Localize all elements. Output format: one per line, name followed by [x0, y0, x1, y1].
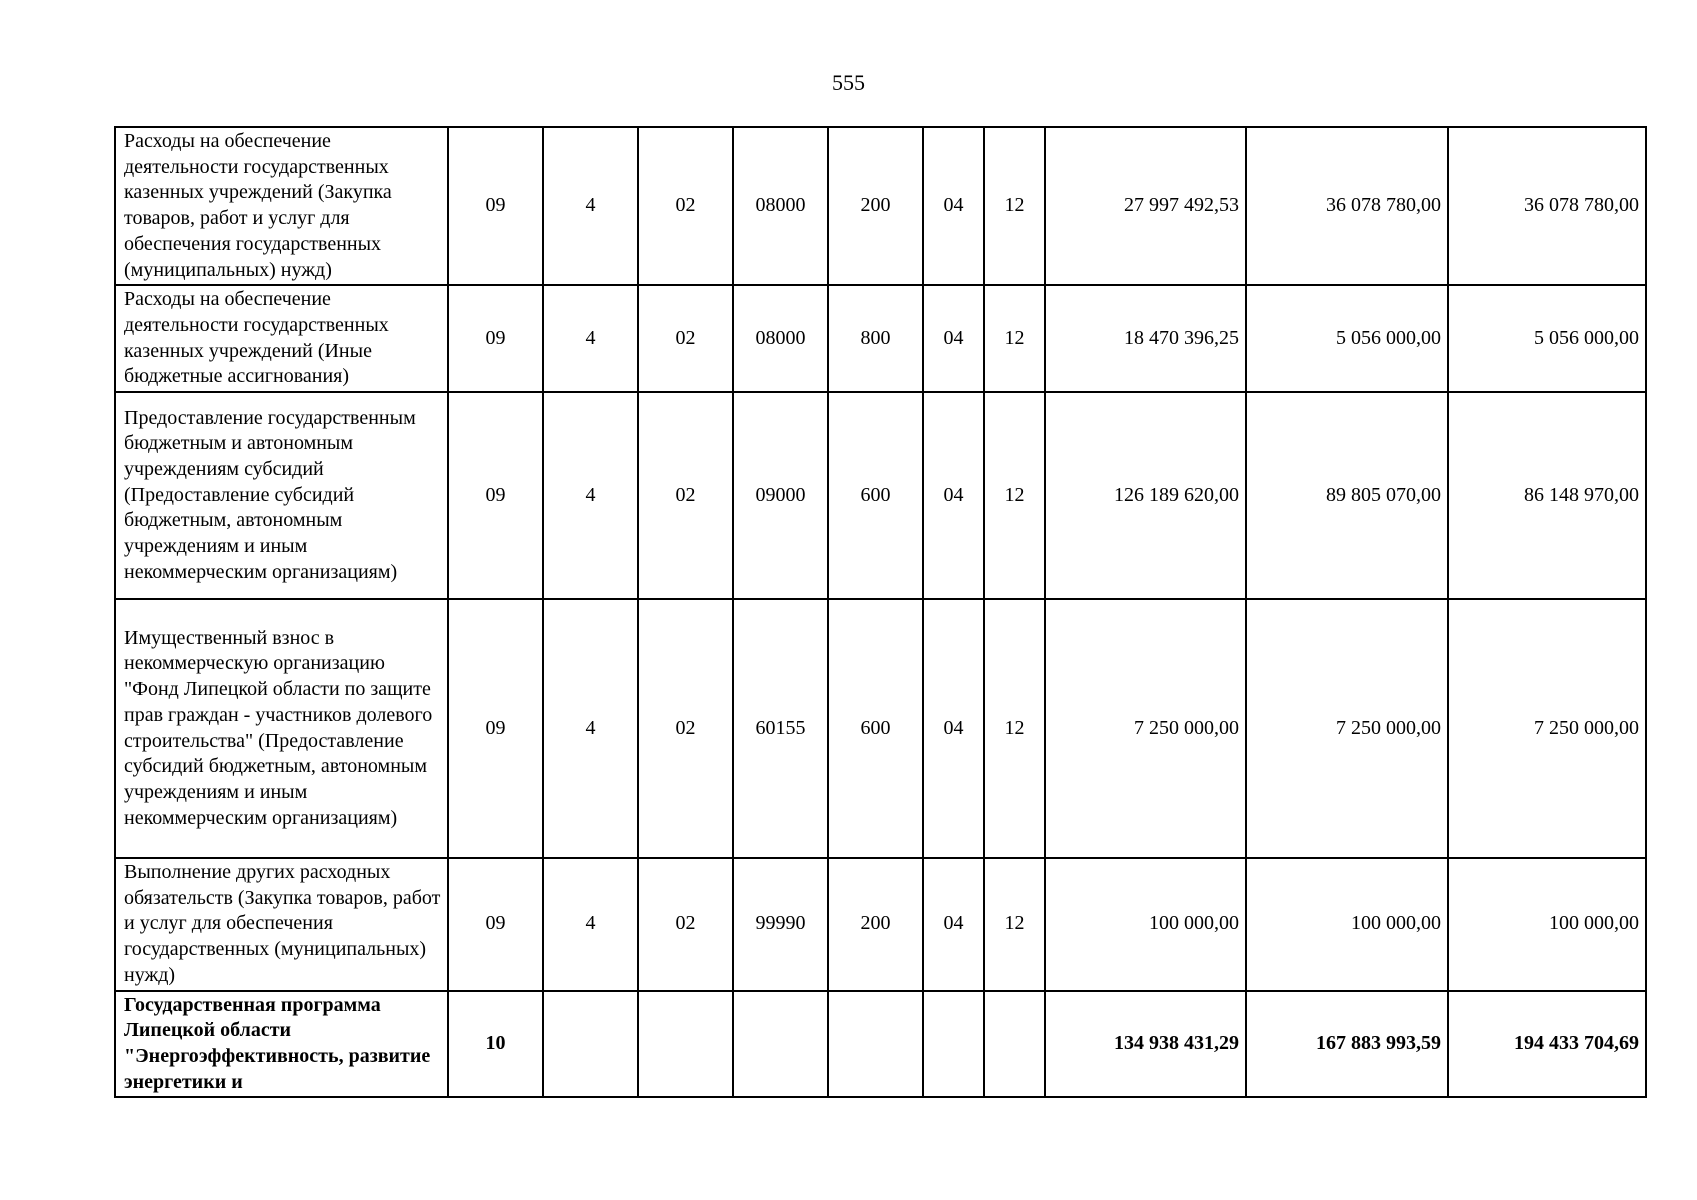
amount-year-2: 89 805 070,00: [1246, 392, 1448, 599]
amount-year-3: 5 056 000,00: [1448, 285, 1646, 392]
table-row: [115, 127, 1646, 285]
code-subsection: 12: [984, 599, 1045, 858]
code-section: [923, 991, 984, 1098]
code-gp: 10: [448, 991, 543, 1098]
code-subsection: 12: [984, 285, 1045, 392]
code-subsection: 12: [984, 127, 1045, 285]
code-type: [543, 991, 638, 1098]
code-gp: 09: [448, 599, 543, 858]
code-type: 4: [543, 392, 638, 599]
code-gp: 09: [448, 285, 543, 392]
code-section: 04: [923, 858, 984, 991]
amount-year-2: 100 000,00: [1246, 858, 1448, 991]
code-subprogram: 02: [638, 127, 733, 285]
page-number: 555: [832, 70, 865, 95]
amount-year-2: 167 883 993,59: [1246, 991, 1448, 1098]
code-section: 04: [923, 392, 984, 599]
code-subprogram: 02: [638, 285, 733, 392]
amount-year-3: 86 148 970,00: [1448, 392, 1646, 599]
amount-year-2: 36 078 780,00: [1246, 127, 1448, 285]
code-subprogram: 02: [638, 599, 733, 858]
row-description: Расходы на обеспечение деятельности государственных казенных учреждений (Закупка товаров, работ и услуг для обеспечения государственных (муниципальных) нужд): [115, 127, 448, 285]
amount-year-3: 100 000,00: [1448, 858, 1646, 991]
amount-year-3: 7 250 000,00: [1448, 599, 1646, 858]
code-expense-type: 200: [828, 858, 923, 991]
table-row: [115, 392, 1646, 599]
row-description: Имущественный взнос в некоммерческую организацию "Фонд Липецкой области по защите прав граждан - участников долевого строительства" (Предоставление субсидий бюджетным, автономным учреждениям и иным некоммерческим организациям): [115, 599, 448, 858]
amount-year-1: 27 997 492,53: [1045, 127, 1246, 285]
code-type: 4: [543, 285, 638, 392]
code-expense-type: 600: [828, 392, 923, 599]
amount-year-1: 126 189 620,00: [1045, 392, 1246, 599]
amount-year-1: 100 000,00: [1045, 858, 1246, 991]
code-type: 4: [543, 599, 638, 858]
code-gp: 09: [448, 858, 543, 991]
code-direction: [733, 991, 828, 1098]
code-direction: 99990: [733, 858, 828, 991]
row-description: Предоставление государственным бюджетным и автономным учреждениям субсидий (Предоставление субсидий бюджетным, автономным учреждениям и иным некоммерческим организациям): [115, 392, 448, 599]
row-description: Государственная программа Липецкой области "Энергоэффективность, развитие энергетики и: [115, 991, 448, 1098]
code-section: 04: [923, 285, 984, 392]
code-expense-type: 600: [828, 599, 923, 858]
code-direction: 08000: [733, 285, 828, 392]
code-type: 4: [543, 858, 638, 991]
code-subprogram: 02: [638, 858, 733, 991]
code-direction: 09000: [733, 392, 828, 599]
table-row: [115, 858, 1646, 991]
code-subsection: 12: [984, 858, 1045, 991]
row-description: Выполнение других расходных обязательств (Закупка товаров, работ и услуг для обеспечения государственных (муниципальных) нужд): [115, 858, 448, 991]
table-row: [115, 991, 1646, 1098]
code-gp: 09: [448, 127, 543, 285]
code-subprogram: [638, 991, 733, 1098]
amount-year-1: 18 470 396,25: [1045, 285, 1246, 392]
code-type: 4: [543, 127, 638, 285]
code-subprogram: 02: [638, 392, 733, 599]
code-subsection: 12: [984, 392, 1045, 599]
code-direction: 60155: [733, 599, 828, 858]
amount-year-3: 194 433 704,69: [1448, 991, 1646, 1098]
code-gp: 09: [448, 392, 543, 599]
code-direction: 08000: [733, 127, 828, 285]
amount-year-1: 134 938 431,29: [1045, 991, 1246, 1098]
code-expense-type: [828, 991, 923, 1098]
amount-year-3: 36 078 780,00: [1448, 127, 1646, 285]
code-subsection: [984, 991, 1045, 1098]
amount-year-2: 5 056 000,00: [1246, 285, 1448, 392]
code-section: 04: [923, 127, 984, 285]
row-description: Расходы на обеспечение деятельности государственных казенных учреждений (Иные бюджетные ассигнования): [115, 285, 448, 392]
code-expense-type: 200: [828, 127, 923, 285]
code-section: 04: [923, 599, 984, 858]
table-row: [115, 599, 1646, 858]
table-row: [115, 285, 1646, 392]
budget-table: [114, 126, 1647, 1098]
amount-year-2: 7 250 000,00: [1246, 599, 1448, 858]
code-expense-type: 800: [828, 285, 923, 392]
amount-year-1: 7 250 000,00: [1045, 599, 1246, 858]
